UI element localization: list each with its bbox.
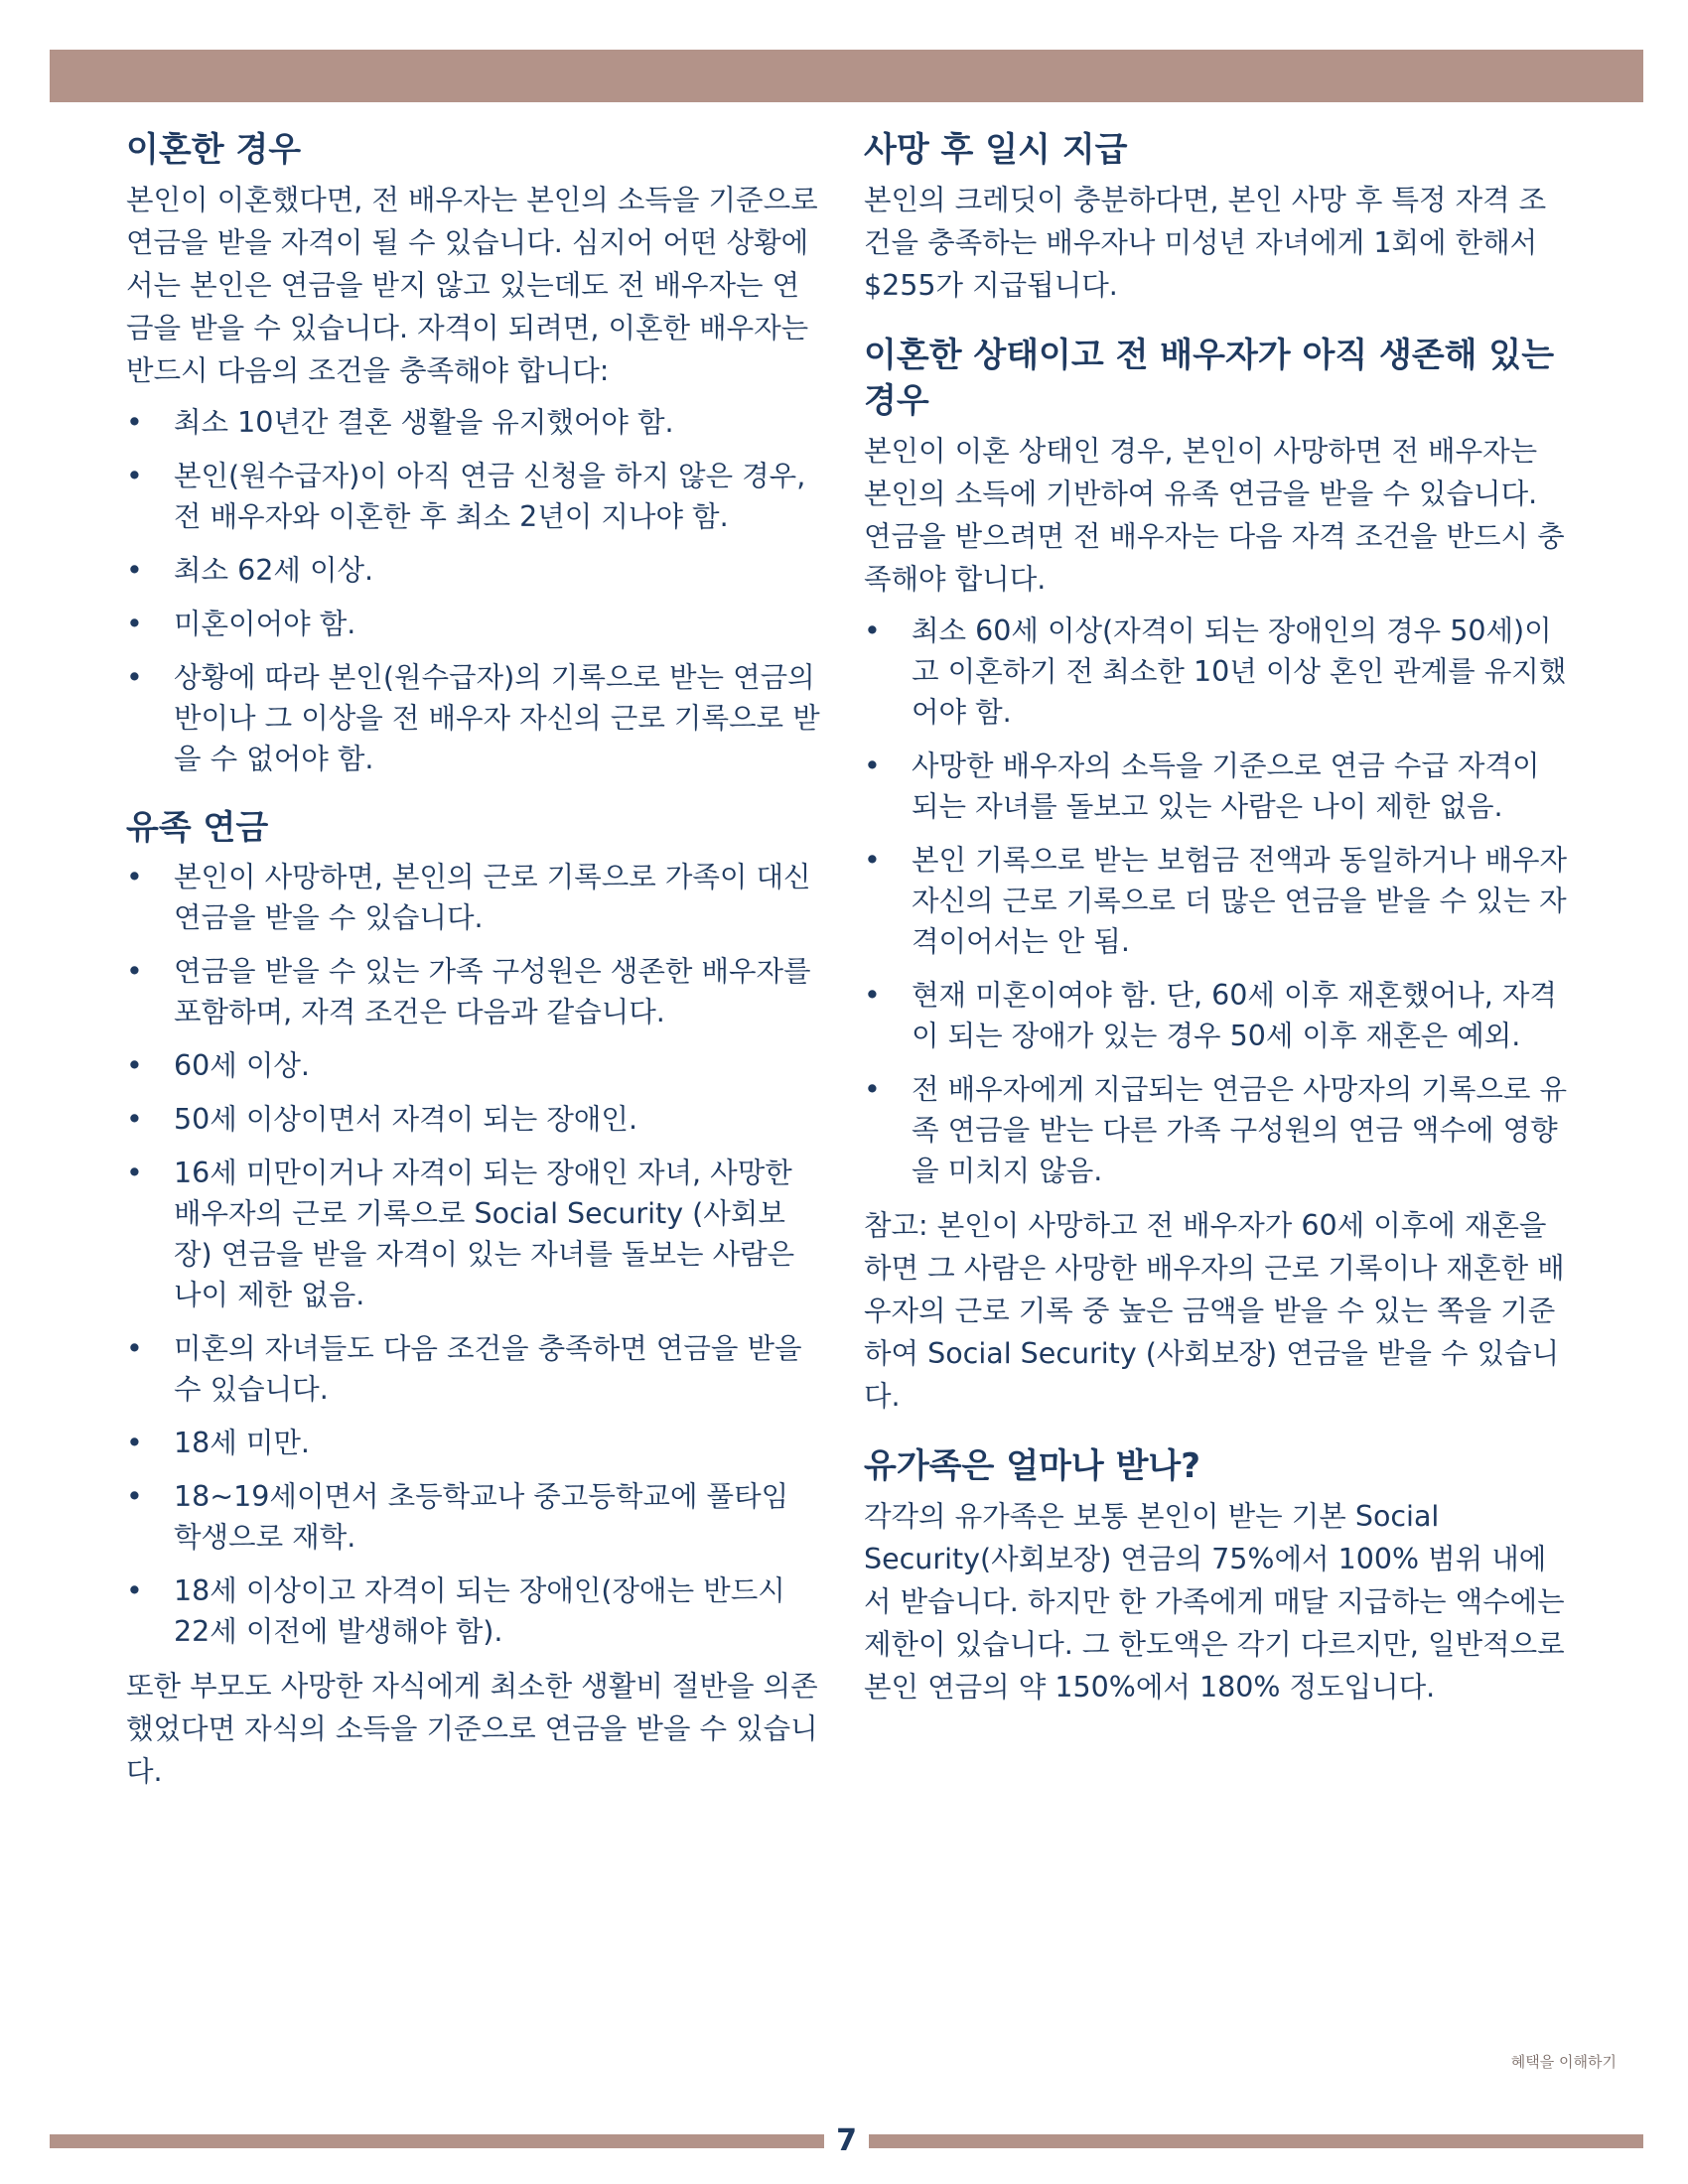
list-item: • 상황에 따라 본인(원수급자)의 기록으로 받는 연금의 반이나 그 이상을 전 배우자 자신의 근로 기록으로 받을 수 없어야 함. — [126, 657, 821, 779]
right-column — [864, 127, 1569, 1718]
list-item: • 본인이 사망하면, 본인의 근로 기록으로 가족이 대신 연금을 받을 수 있습니다. — [126, 857, 821, 938]
list-item: • 18세 미만. — [126, 1423, 821, 1463]
list-item: • 본인(원수급자)이 아직 연금 신청을 하지 않은 경우, 전 배우자와 이혼한 후 최소 2년이 지나야 함. — [126, 456, 821, 537]
list-item: • 50세 이상이면서 자격이 되는 장애인. — [126, 1099, 821, 1140]
list-item: • 사망한 배우자의 소득을 기준으로 연금 수급 자격이 되는 자녀를 돌보고 있는 사람은 나이 제한 없음. — [864, 746, 1569, 827]
list-item: • 미혼이어야 함. — [126, 604, 821, 644]
how-much-heading: 유가족은 얼마나 받나? — [864, 1446, 1200, 1486]
divorced-heading: 이혼한 경우 — [126, 130, 302, 170]
lump-sum-body: 본인의 크레딧이 충분하다면, 본인 사망 후 특정 자격 조건을 충족하는 배우자나 미성년 자녀에게 1회에 한해서 $255가 지급됩니다. — [864, 184, 1547, 302]
divorced-survivor-heading: 이혼한 상태이고 전 배우자가 아직 생존해 있는 경우 — [864, 336, 1555, 421]
footer-bar-left — [50, 2134, 824, 2148]
list-item: • 최소 62세 이상. — [126, 550, 821, 591]
footer-section-label: 혜택을 이해하기 — [1510, 2053, 1617, 2071]
how-much-body: 각각의 유가족은 보통 본인이 받는 기본 Social Security(사회보장) 연금의 75%에서 100% 범위 내에서 받습니다. 하지만 한 가족에게 매달 지급하는 액수에는 제한이 있습니다. 그 한도액은 각기 다르지만, 일반적으로 본인 연금의 약 150%에서 180% 정도입니다. — [864, 1500, 1565, 1704]
remarriage-note: 참고: 본인이 사망하고 전 배우자가 60세 이후에 재혼을 하면 그 사람은 사망한 배우자의 근로 기록이나 재혼한 배우자의 근로 기록 중 높은 금액을 받을 수 있는 쪽을 기준하여 Social Security (사회보장) 연금을 받을 수 있습니다. — [864, 1209, 1565, 1413]
lump-sum-heading: 사망 후 일시 지급 — [864, 130, 1128, 170]
list-item: • 본인 기록으로 받는 보험금 전액과 동일하거나 배우자 자신의 근로 기록으로 더 많은 연금을 받을 수 있는 자격이어서는 안 됨. — [864, 840, 1569, 962]
list-item: • 18세 이상이고 자격이 되는 장애인(장애는 반드시 22세 이전에 발생해야 함). — [126, 1570, 821, 1652]
survivor-heading: 유족 연금 — [126, 808, 269, 848]
list-item: • 60세 이상. — [126, 1045, 821, 1086]
header-bar — [50, 50, 1643, 102]
list-item: • 최소 60세 이상(자격이 되는 장애인의 경우 50세)이고 이혼하기 전 최소한 10년 이상 혼인 관계를 유지했어야 함. — [864, 611, 1569, 733]
divorced-bullet-list — [126, 402, 821, 779]
list-item: • 전 배우자에게 지급되는 연금은 사망자의 기록으로 유족 연금을 받는 다른 가족 구성원의 연금 액수에 영향을 미치지 않음. — [864, 1069, 1569, 1191]
survivor-closing: 또한 부모도 사망한 자식에게 최소한 생활비 절반을 의존했었다면 자식의 소득을 기준으로 연금을 받을 수 있습니다. — [126, 1670, 818, 1788]
list-item: • 연금을 받을 수 있는 가족 구성원은 생존한 배우자를 포함하며, 자격 조건은 다음과 같습니다. — [126, 951, 821, 1032]
list-item: • 16세 미만이거나 자격이 되는 장애인 자녀, 사망한 배우자의 근로 기록으로 Social Security (사회보장) 연금을 받을 자격이 있는 자녀를 돌보는 사람은 나이 제한 없음. — [126, 1153, 821, 1315]
page-number: 7 — [836, 2123, 857, 2158]
list-item: • 미혼의 자녀들도 다음 조건을 충족하면 연금을 받을 수 있습니다. — [126, 1328, 821, 1410]
divorced-intro: 본인이 이혼했다면, 전 배우자는 본인의 소득을 기준으로 연금을 받을 자격이 될 수 있습니다. 심지어 어떤 상황에서는 본인은 연금을 받지 않고 있는데도 전 배우자는 연금을 받을 수 있습니다. 자격이 되려면, 이혼한 배우자는 반드시 다음의 조건을 충족해야 합니다: — [126, 184, 818, 387]
list-item: • 최소 10년간 결혼 생활을 유지했어야 함. — [126, 402, 821, 443]
divorced-survivor-bullet-list — [864, 611, 1569, 1191]
left-column — [126, 127, 821, 1803]
list-item: • 18~19세이면서 초등학교나 중고등학교에 풀타임 학생으로 재학. — [126, 1476, 821, 1558]
survivor-bullet-list — [126, 857, 821, 1652]
footer-bar-right — [869, 2134, 1643, 2148]
divorced-survivor-intro: 본인이 이혼 상태인 경우, 본인이 사망하면 전 배우자는 본인의 소득에 기반하여 유족 연금을 받을 수 있습니다. 연금을 받으려면 전 배우자는 다음 자격 조건을 반드시 충족해야 합니다. — [864, 435, 1565, 596]
list-item: • 현재 미혼이여야 함. 단, 60세 이후 재혼했어나, 자격이 되는 장애가 있는 경우 50세 이후 재혼은 예외. — [864, 975, 1569, 1056]
